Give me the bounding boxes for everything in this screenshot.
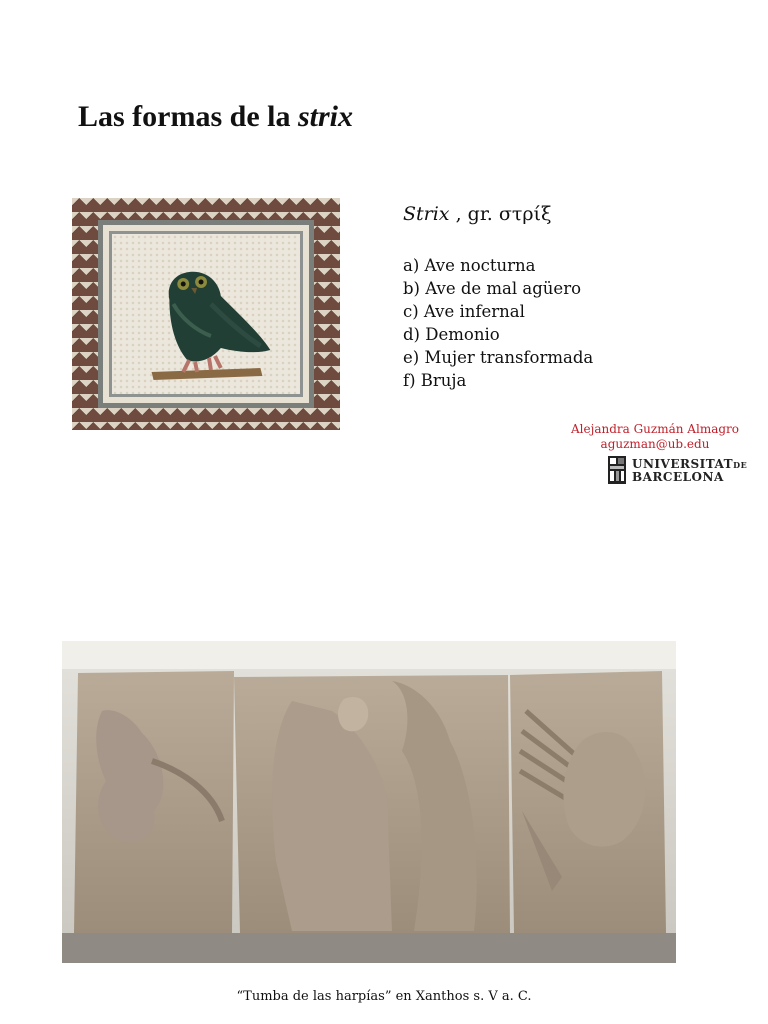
harpy-tomb-photo: [62, 641, 676, 963]
definition-item: f) Bruja: [403, 371, 467, 390]
definition-item: a) Ave nocturna: [403, 256, 536, 275]
definition-list: [403, 254, 593, 392]
definition-item: b) Ave de mal agüero: [403, 279, 582, 298]
definition-item: e) Mujer transformada: [403, 348, 594, 367]
title-italic: strix: [298, 100, 354, 133]
mosaic-field: [109, 231, 303, 397]
title-prefix: Las formas de la: [78, 100, 298, 133]
owl-mosaic-image: [72, 198, 340, 430]
university-shield-icon: [608, 456, 626, 484]
author-email: aguzman@ub.edu: [600, 437, 710, 451]
university-logo: [608, 455, 747, 485]
logo-line1: UNIVERSITAT: [632, 456, 734, 471]
mosaic-frame: [98, 220, 314, 408]
author-name: Alejandra Guzmán Almagro: [571, 422, 739, 436]
logo-line1-small: DE: [733, 459, 748, 470]
owl-figure: [112, 234, 300, 394]
page-title: [78, 100, 353, 134]
definition-item: d) Demonio: [403, 325, 500, 344]
definition-item: c) Ave infernal: [403, 302, 525, 321]
photo-caption: “Tumba de las harpías” en Xanthos s. V a. C.: [236, 989, 532, 1004]
strix-greek: , gr. στρίξ: [449, 203, 552, 225]
strix-heading: [403, 203, 551, 225]
relief-image: [62, 641, 676, 963]
logo-line2: BARCELONA: [632, 469, 724, 484]
university-name: [632, 458, 747, 483]
strix-word: Strix: [403, 203, 450, 225]
